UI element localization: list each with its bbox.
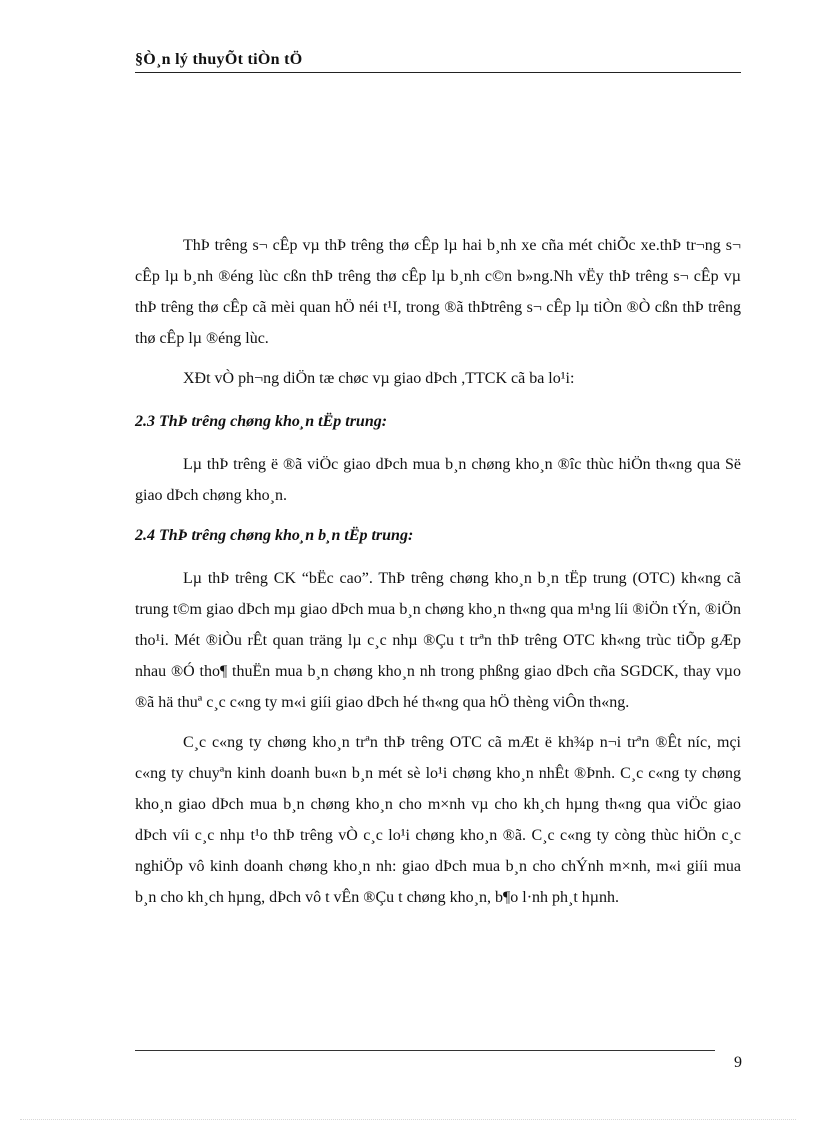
paragraph-2: XÐt vÒ ph¬ng diÖn tæ chøc vµ giao dÞch ,TTCK cã ba lo¹i: <box>183 370 575 387</box>
footer-divider <box>135 1050 715 1051</box>
page-edge-divider <box>20 1119 796 1120</box>
paragraph-4: Lµ thÞ trêng CK “bËc cao”. ThÞ trêng chøng kho¸n b¸n tËp trung (OTC) kh«ng cã trung t©m giao dÞch mµ giao dÞch mua b¸n chøng kho¸n th«ng qua m¹ng líi ®iÖn tÝn, ®iÖn tho¹i. Mét ®iÒu rÊt quan träng lµ c¸c nhµ ®Çu t trªn thÞ trêng OTC kh«ng trùc tiÕp gÆp nhau ®Ó tho¶ thuËn mua b¸n chøng kho¸n nh trong phßng giao dÞch cña SGDCK, thay vµo ®ã hä thuª c¸c c«ng ty m«i giíi giao dÞch hé th«ng qua hÖ thèng viÔn th«ng. <box>135 570 741 711</box>
document-body <box>135 230 741 922</box>
page-number: 9 <box>734 1054 742 1071</box>
section-heading-2-4: 2.4 ThÞ trêng chøng kho¸n b¸n tËp trung: <box>135 527 414 544</box>
paragraph-5: C¸c c«ng ty chøng kho¸n trªn thÞ trêng OTC cã mÆt ë kh¾p n¬i trªn ®Êt níc, mçi c«ng ty chuyªn kinh doanh bu«n b¸n mét sè lo¹i chøng kho¸n nhÊt ®Þnh. C¸c c«ng ty chøng kho¸n giao dÞch mua b¸n chøng kho¸n cho m×nh vµ cho kh¸ch hµng th«ng qua viÖc giao dÞch víi c¸c nhµ t¹o thÞ trêng vÒ c¸c lo¹i chøng kho¸n ®ã. C¸c c«ng ty còng thùc hiÖn c¸c nghiÖp vô kinh doanh chøng kho¸n nh: giao dÞch mua b¸n cho chÝnh m×nh, m«i giíi mua b¸n cho kh¸ch hµng, dÞch vô t vÊn ®Çu t chøng kho¸n, b¶o l·nh ph¸t hµnh. <box>135 734 741 906</box>
paragraph-3: Lµ thÞ trêng ë ®ã viÖc giao dÞch mua b¸n chøng kho¸n ®îc thùc hiÖn th«ng qua Së giao dÞch chøng kho¸n. <box>135 456 741 504</box>
section-heading-2-3: 2.3 ThÞ trêng chøng kho¸n tËp trung: <box>135 413 388 430</box>
paragraph-1: ThÞ trêng s¬ cÊp vµ thÞ trêng thø cÊp lµ hai b¸nh xe cña mét chiÕc xe.thÞ tr¬ng s¬ cÊp lµ b¸nh ®éng lùc cßn thÞ trêng thø cÊp lµ b¸nh c©n b»ng.Nh vËy thÞ trêng s¬ cÊp vµ thÞ trêng thø cÊp cã mèi quan hÖ néi t¹I, trong ®ã thÞtrêng s¬ cÊp lµ tiÒn ®Ò cßn thÞ trêng thø cÊp lµ ®éng lùc. <box>135 237 741 347</box>
page-header <box>135 50 741 73</box>
header-title: §Ò¸n lý thuyÕt tiÒn tÖ <box>135 51 303 68</box>
